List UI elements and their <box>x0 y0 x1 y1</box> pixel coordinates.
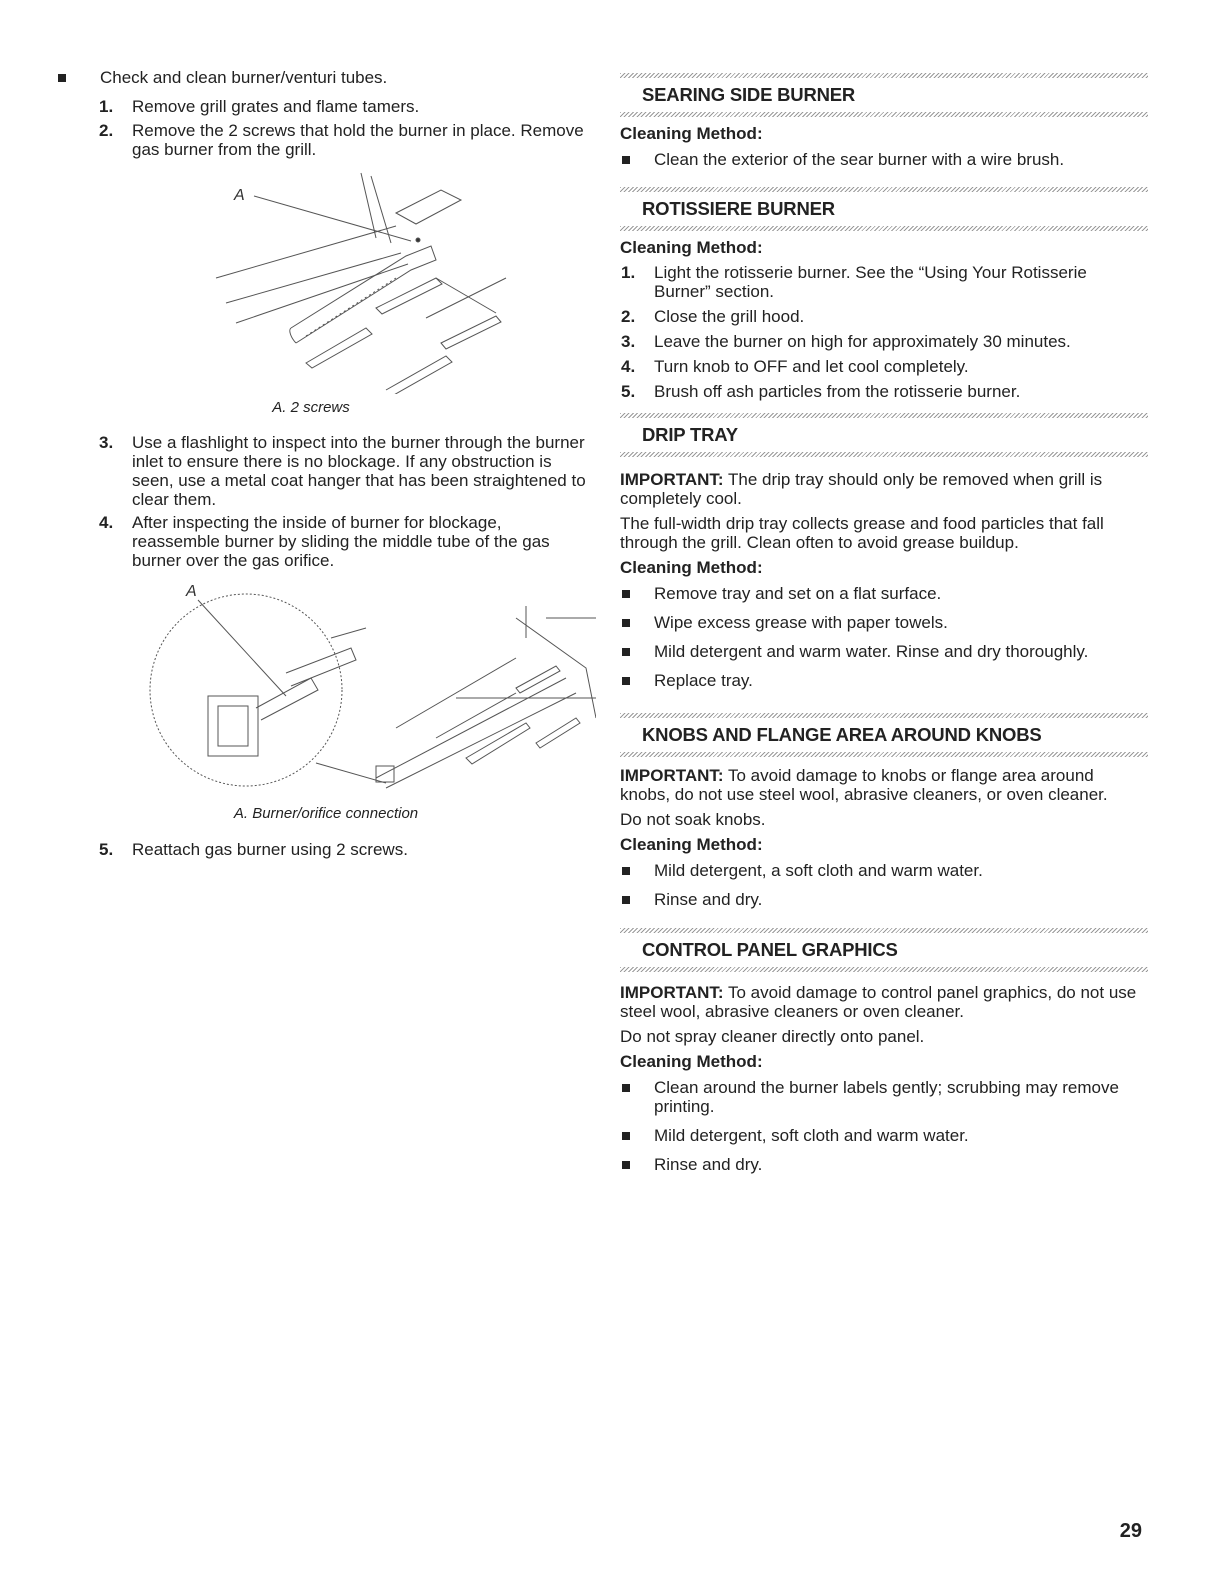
steps-list-b <box>98 433 586 570</box>
list-item: Clean the exterior of the sear burner with a wire brush. <box>620 150 1148 169</box>
figure2-caption: A. Burner/orifice connection <box>233 805 419 822</box>
cleaning-method-label: Cleaning Method: <box>620 238 763 257</box>
step-item: 1. Remove grill grates and flame tamers. <box>99 97 420 116</box>
header-rule <box>620 73 1148 78</box>
important-note: IMPORTANT: To avoid damage to knobs or flange area around knobs, do not use steel wool, abrasive cleaners, or oven cleaner. <box>620 766 1108 804</box>
steps-list-c <box>98 840 586 859</box>
cleaning-method-label: Cleaning Method: <box>620 124 763 143</box>
header-rule <box>620 752 1148 757</box>
figure1-callout: A <box>234 187 245 204</box>
header-rule <box>620 413 1148 418</box>
section-title: CONTROL PANEL GRAPHICS <box>642 939 898 960</box>
step-item: 5. Reattach gas burner using 2 screws. <box>99 840 408 859</box>
section-title: KNOBS AND FLANGE AREA AROUND KNOBS <box>642 724 1042 745</box>
figure1-caption: A. 2 screws <box>272 399 350 416</box>
cleaning-method-label: Cleaning Method: <box>620 835 763 854</box>
paragraph: Do not soak knobs. <box>620 810 766 829</box>
step-item: 5. Brush off ash particles from the rotisserie burner. <box>621 382 1021 401</box>
section-header <box>620 713 1148 757</box>
header-rule <box>620 452 1148 457</box>
drip-tray-section <box>620 413 1148 690</box>
section-title: ROTISSIERE BURNER <box>642 198 835 219</box>
burner-check-bullet: Check and clean burner/venturi tubes. <box>56 68 586 87</box>
header-rule <box>620 187 1148 192</box>
header-rule <box>620 226 1148 231</box>
list-item: Remove tray and set on a flat surface. <box>620 584 1148 603</box>
list-item: Mild detergent, a soft cloth and warm water. <box>620 861 1148 880</box>
searing-section <box>620 73 1148 169</box>
list-item: Mild detergent, soft cloth and warm water. <box>620 1126 1148 1145</box>
step-item: 2. Close the grill hood. <box>621 307 805 326</box>
rotisserie-section <box>620 187 1148 401</box>
step-item: 2. Remove the 2 screws that hold the burner in place. Remove gas burner from the grill. <box>99 121 584 159</box>
cleaning-method-label: Cleaning Method: <box>620 558 763 577</box>
step-item: 4. After inspecting the inside of burner for blockage, reassemble burner by sliding the middle tube of the gas burner over the gas orifice. <box>99 513 550 570</box>
list-item: Wipe excess grease with paper towels. <box>620 613 1148 632</box>
section-title: DRIP TRAY <box>642 424 738 445</box>
header-rule <box>620 713 1148 718</box>
burner-orifice-illustration <box>136 578 596 800</box>
header-rule <box>620 928 1148 933</box>
section-header <box>620 73 1148 117</box>
list-item: Mild detergent and warm water. Rinse and dry thoroughly. <box>620 642 1148 661</box>
section-header <box>620 187 1148 231</box>
figure2-callout: A <box>186 583 197 600</box>
list-item: Clean around the burner labels gently; scrubbing may remove printing. <box>620 1078 1148 1116</box>
important-note: IMPORTANT: The drip tray should only be removed when grill is completely cool. <box>620 470 1103 508</box>
step-item: 3. Use a flashlight to inspect into the burner through the burner inlet to ensure there is no blockage. If any obstruction is seen, use a metal coat hanger that has been straightened to clear them. <box>99 433 586 509</box>
knobs-section <box>620 713 1148 909</box>
section-header <box>620 413 1148 457</box>
list-item: Rinse and dry. <box>620 890 1148 909</box>
control-panel-section <box>620 928 1148 1174</box>
section-title: SEARING SIDE BURNER <box>642 84 856 105</box>
step-item: 3. Leave the burner on high for approximately 30 minutes. <box>621 332 1071 351</box>
burner-screws-illustration <box>196 168 516 394</box>
step-item: 4. Turn knob to OFF and let cool completely. <box>621 357 969 376</box>
list-item: Replace tray. <box>620 671 1148 690</box>
steps-list-a <box>98 97 586 159</box>
list-item: Rinse and dry. <box>620 1155 1148 1174</box>
step-item: 1. Light the rotisserie burner. See the “Using Your Rotisserie Burner” section. <box>621 263 1087 301</box>
section-header <box>620 928 1148 972</box>
header-rule <box>620 112 1148 117</box>
header-rule <box>620 967 1148 972</box>
important-note: IMPORTANT: To avoid damage to control panel graphics, do not use steel wool, abrasive cleaners or oven cleaner. <box>620 983 1137 1021</box>
paragraph: Do not spray cleaner directly onto panel. <box>620 1027 925 1046</box>
cleaning-method-label: Cleaning Method: <box>620 1052 763 1071</box>
paragraph: The full-width drip tray collects grease and food particles that fall through the grill. Clean often to avoid grease buildup. <box>620 514 1104 552</box>
page-number: 29 <box>1119 1520 1142 1542</box>
